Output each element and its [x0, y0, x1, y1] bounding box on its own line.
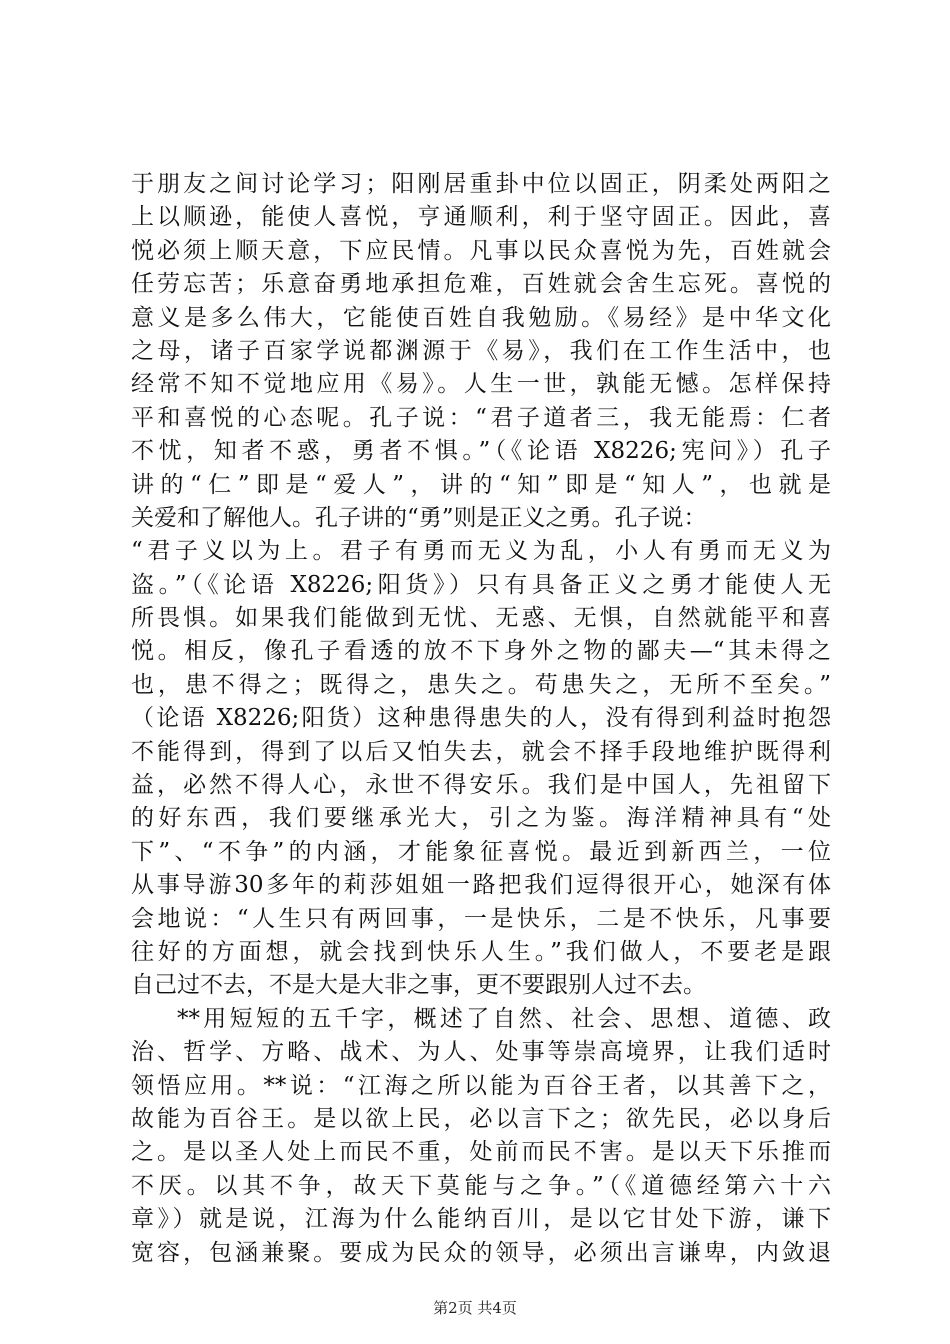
text-line: 经常不知不觉地应用《易》。人生一世，孰能无憾。怎样保持	[131, 371, 831, 398]
text-line: 讲的“仁”即是“爱人”，讲的“知”即是“知人”，也就是	[131, 471, 831, 498]
text-line: 的好东西，我们要继承光大，引之为鉴。海洋精神具有“处	[131, 805, 831, 832]
text-line: 不厌。以其不争，故天下莫能与之争。”（《道德经第六十六	[131, 1172, 831, 1199]
text-line: 之。是以圣人处上而民不重，处前而民不害。是以天下乐推而	[131, 1139, 831, 1166]
text-line: 领悟应用。**说：“江海之所以能为百谷王者，以其善下之，	[131, 1072, 831, 1099]
text-line: “君子义以为上。君子有勇而无义为乱，小人有勇而无义为	[131, 538, 831, 565]
text-line: 不能得到，得到了以后又怕失去，就会不择手段地维护既得利	[131, 738, 831, 765]
text-line: 自己过不去，不是大是大非之事，更不要跟别人过不去。	[131, 972, 706, 999]
body-text	[131, 168, 831, 1270]
text-line: 盗。”（《论语 X8226;阳货》）只有具备正义之勇才能使人无	[131, 571, 831, 598]
text-line: 会地说：“人生只有两回事，一是快乐，二是不快乐，凡事要	[131, 905, 831, 932]
text-line: 悦必须上顺天意，下应民情。凡事以民众喜悦为先，百姓就会	[131, 237, 831, 264]
text-line: 治、哲学、方略、战术、为人、处事等崇高境界，让我们适时	[131, 1039, 831, 1066]
text-line: 所畏惧。如果我们能做到无忧、无惑、无惧，自然就能平和喜	[131, 605, 831, 632]
text-line: 之母，诸子百家学说都渊源于《易》，我们在工作生活中，也	[131, 337, 831, 364]
text-line: 章》）就是说，江海为什么能纳百川，是以它甘处下游，谦下	[131, 1206, 831, 1233]
paragraph-first-line: **用短短的五千字，概述了自然、社会、思想、道德、政	[177, 1005, 831, 1032]
text-line: 意义是多么伟大，它能使百姓自我勉励。《易经》是中华文化	[131, 304, 831, 331]
page-number-footer: 第2页 共4页	[433, 1299, 517, 1317]
text-line: 宽容，包涵兼聚。要成为民众的领导，必须出言谦卑，内敛退	[131, 1239, 831, 1266]
text-line: 益，必然不得人心，永世不得安乐。我们是中国人，先祖留下	[131, 772, 831, 799]
text-line: 故能为百谷王。是以欲上民，必以言下之；欲先民，必以身后	[131, 1105, 831, 1132]
text-line: 于朋友之间讨论学习；阳刚居重卦中位以固正，阴柔处两阳之	[131, 171, 831, 197]
text-line: （论语 X8226;阳货）这种患得患失的人，没有得到利益时抱怨	[131, 705, 831, 732]
text-line: 往好的方面想，就会找到快乐人生。”我们做人，不要老是跟	[131, 938, 831, 965]
text-line: 不忧，知者不惑，勇者不惧。”（《论语 X8226;宪问》）孔子	[131, 438, 831, 465]
text-line: 平和喜悦的心态呢。孔子说：“君子道者三，我无能焉：仁者	[131, 404, 831, 431]
text-line: 也，患不得之；既得之，患失之。苟患失之，无所不至矣。”	[131, 671, 831, 698]
text-line: 关爱和了解他人。孔子讲的“勇”则是正义之勇。孔子说：	[131, 504, 707, 531]
text-line: 下”、“不争”的内涵，才能象征喜悦。最近到新西兰，一位	[131, 838, 831, 865]
text-line: 悦。相反，像孔子看透的放不下身外之物的鄙夫—“其未得之	[131, 638, 831, 665]
text-line: 任劳忘苦；乐意奋勇地承担危难，百姓就会舍生忘死。喜悦的	[131, 271, 831, 298]
text-line: 上以顺逊，能使人喜悦，亨通顺利，利于坚守固正。因此，喜	[131, 204, 831, 231]
text-line: 从事导游30多年的莉莎姐姐一路把我们逗得很开心，她深有体	[131, 872, 831, 899]
